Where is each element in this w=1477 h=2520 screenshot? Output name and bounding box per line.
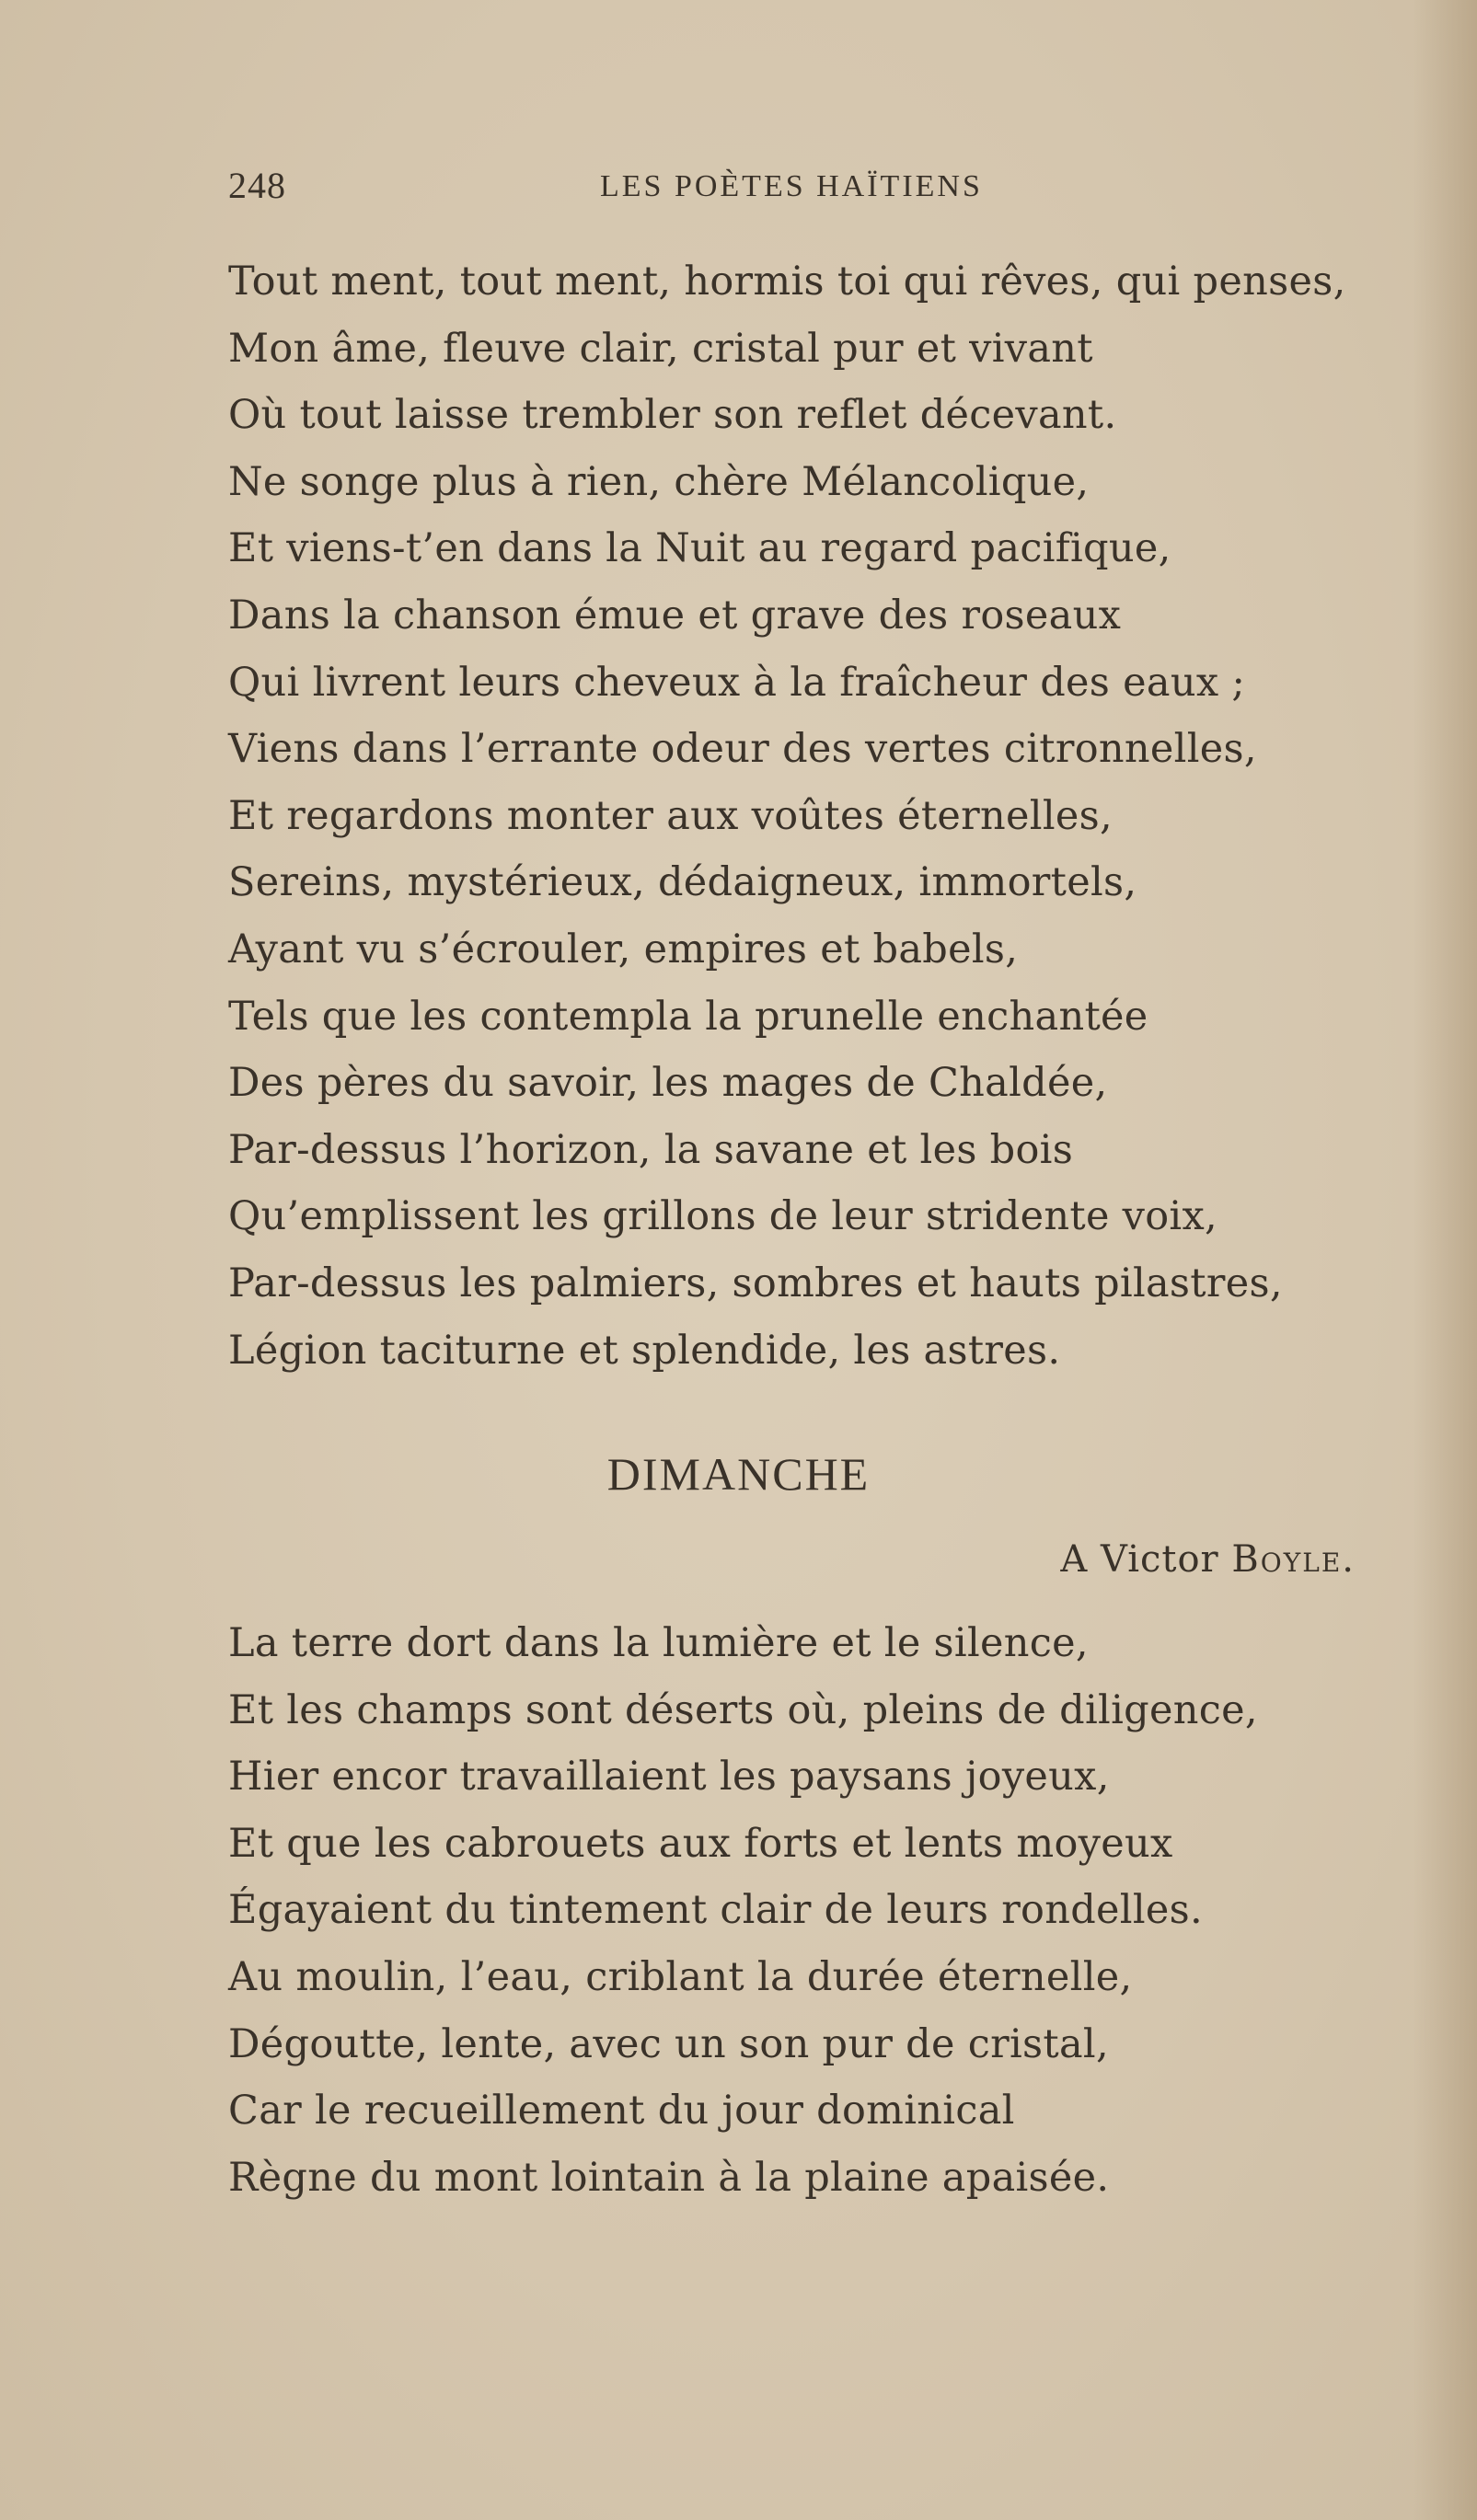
verse-line: Tout ment, tout ment, hormis toi qui rêves, qui penses, [228, 259, 1346, 305]
verse-line: Tels que les contempla la prunelle enchantée [228, 993, 1148, 1040]
verse-line: Ne songe plus à rien, chère Mélancolique, [228, 458, 1090, 505]
dedication-prefix: A Victor [1060, 1538, 1219, 1581]
verse-line: Au moulin, l’eau, criblant la durée éternelle, [228, 1953, 1133, 2000]
running-title: LES POÈTES HAÏTIENS [600, 169, 983, 203]
verse-line: Car le recueillement du jour dominical [228, 2088, 1015, 2135]
verse-line: Mon âme, fleuve clair, cristal pur et vivant [228, 325, 1093, 372]
verse-line: Égayaient du tintement clair de leurs rondelles. [228, 1887, 1203, 1934]
poem-title: DIMANCHE [606, 1448, 871, 1500]
verse-line: Sereins, mystérieux, dédaigneux, immortels, [228, 859, 1137, 906]
running-head [0, 164, 1477, 210]
verse-line: Par-dessus les palmiers, sombres et hauts pilastres, [228, 1260, 1283, 1306]
dedication [1060, 1538, 1356, 1581]
dedication-name: Boyle. [1231, 1538, 1356, 1581]
verse-line: Qu’emplissent les grillons de leur stridente voix, [228, 1193, 1218, 1240]
verse-line: Viens dans l’errante odeur des vertes citronnelles, [228, 726, 1257, 773]
verse-line: Et que les cabrouets aux forts et lents moyeux [228, 1820, 1173, 1867]
verse-line: Par-dessus l’horizon, la savane et les bois [228, 1126, 1074, 1173]
verse-line: Des pères du savoir, les mages de Chaldée, [228, 1060, 1108, 1107]
verse-line: Qui livrent leurs cheveux à la fraîcheur des eaux ; [228, 659, 1246, 706]
verse-line: Et les champs sont déserts où, pleins de diligence, [228, 1686, 1258, 1733]
verse-line: La terre dort dans la lumière et le silence, [228, 1620, 1089, 1666]
page-number: 248 [228, 165, 286, 206]
poem-body [228, 1610, 1258, 2211]
verse-line: Dans la chanson émue et grave des roseaux [228, 592, 1122, 639]
verse-line: Et viens-t’en dans la Nuit au regard pacifique, [228, 525, 1171, 572]
verse-line: Règne du mont lointain à la plaine apaisée. [228, 2154, 1110, 2201]
verse-line: Hier encor travaillaient les paysans joyeux, [228, 1754, 1110, 1801]
verse-line: Et regardons monter aux voûtes éternelles, [228, 792, 1113, 839]
page-edge-shadow [1413, 0, 1477, 2520]
verse-line: Dégoutte, lente, avec un son pur de cristal, [228, 2020, 1109, 2067]
verse-line: Ayant vu s’écrouler, empires et babels, [228, 926, 1019, 972]
verse-line: Légion taciturne et splendide, les astres. [228, 1327, 1061, 1374]
verse-line: Où tout laisse trembler son reflet décevant. [228, 392, 1117, 439]
poem-continuation [228, 248, 1346, 1384]
